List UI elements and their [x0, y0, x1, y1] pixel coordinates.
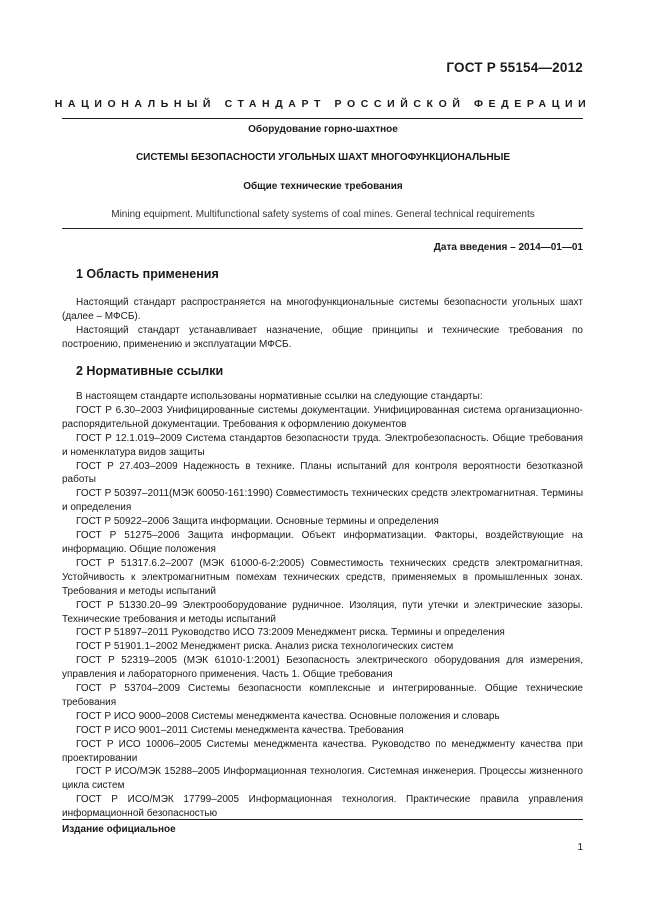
section-heading-scope: 1 Область применения	[76, 267, 219, 281]
paragraph: Настоящий стандарт устанавливает назначение, общие принципы и технические требования по построению, применению и эксплуатации МФСБ.	[62, 324, 583, 350]
reference-item: ГОСТ Р ИСО 9001–2011 Системы менеджмента качества. Требования	[76, 724, 404, 736]
header-rule	[62, 118, 583, 119]
section-scope-body	[62, 296, 583, 352]
reference-item: ГОСТ Р 51897–2011 Руководство ИСО 73:2009 Менеджмент риска. Термины и определения	[76, 627, 505, 639]
reference-item: ГОСТ Р ИСО 10006–2005 Системы менеджмента качества. Руководство по менеджменту качества при проектировании	[62, 738, 583, 764]
reference-item: ГОСТ Р 51330.20–99 Электрооборудование рудничное. Изоляция, пути утечки и электрические зазоры. Технические требования и методы испытаний	[62, 599, 583, 625]
section-heading-references: 2 Нормативные ссылки	[76, 364, 224, 378]
title-category: Оборудование горно-шахтное	[248, 124, 398, 135]
title-subtitle: Общие технические требования	[243, 181, 403, 192]
reference-item: ГОСТ Р 51901.1–2002 Менеджмент риска. Анализ риска технологических систем	[76, 641, 454, 653]
title-main: СИСТЕМЫ БЕЗОПАСНОСТИ УГОЛЬНЫХ ШАХТ МНОГОФУНКЦИОНАЛЬНЫЕ	[135, 152, 511, 163]
reference-item: ГОСТ Р 52319–2005 (МЭК 61010-1:2001) Безопасность электрического оборудования для измерения, управления и лабораторного применения. Часть 1. Общие требования	[62, 655, 583, 681]
national-standard-banner: НАЦИОНАЛЬНЫЙ СТАНДАРТ РОССИЙСКОЙ ФЕДЕРАЦИИ	[54, 98, 592, 110]
title-rule	[62, 228, 583, 229]
paragraph: Настоящий стандарт распространяется на многофункциональные системы безопасности угольных шахт (далее – МФСБ).	[62, 297, 583, 322]
footer-rule	[62, 819, 583, 820]
paragraph: В настоящем стандарте использованы нормативные ссылки на следующие стандарты:	[76, 391, 483, 402]
reference-item: ГОСТ Р 12.1.019–2009 Система стандартов безопасности труда. Электробезопасность. Общие требования и номенклатура видов защиты	[62, 432, 583, 458]
reference-item: ГОСТ Р 51317.6.2–2007 (МЭК 61000-6-2:2005) Совместимость технических средств электромагнитная. Устойчивость к электромагнитным помехам технических средств, применяемых в промышленных зонах. Требования и методы испытаний	[62, 557, 583, 597]
reference-item: ГОСТ Р 50397–2011(МЭК 60050-161:1990) Совместимость технических средств электромагнитная. Термины и определения	[62, 488, 583, 514]
introduction-date: Дата введения – 2014—01—01	[433, 242, 583, 253]
reference-item: ГОСТ Р 6.30–2003 Унифицированные системы документации. Унифицированная система организационно-распорядительной документации. Требования к оформлению документов	[62, 404, 583, 430]
reference-item: ГОСТ Р ИСО/МЭК 15288–2005 Информационная технология. Системная инженерия. Процессы жизненного цикла систем	[62, 766, 583, 792]
standard-code: ГОСТ Р 55154—2012	[446, 60, 583, 75]
section-references-body	[62, 390, 583, 821]
reference-item: ГОСТ Р 27.403–2009 Надежность в технике. Планы испытаний для контроля вероятности безотказной работы	[62, 460, 583, 486]
reference-item: ГОСТ Р ИСО/МЭК 17799–2005 Информационная технология. Практические правила управления информационной безопасностью	[62, 794, 583, 820]
reference-item: ГОСТ Р 51275–2006 Защита информации. Объект информатизации. Факторы, воздействующие на информацию. Общие положения	[62, 530, 583, 555]
reference-item: ГОСТ Р 53704–2009 Системы безопасности комплексные и интегрированные. Общие технические требования	[62, 683, 583, 708]
title-english: Mining equipment. Multifunctional safety systems of coal mines. General technical requirements	[111, 209, 535, 220]
reference-item: ГОСТ Р 50922–2006 Защита информации. Основные термины и определения	[76, 516, 439, 528]
page-number: 1	[577, 842, 583, 853]
reference-item: ГОСТ Р ИСО 9000–2008 Системы менеджмента качества. Основные положения и словарь	[76, 710, 500, 722]
edition-note: Издание официальное	[62, 824, 176, 835]
